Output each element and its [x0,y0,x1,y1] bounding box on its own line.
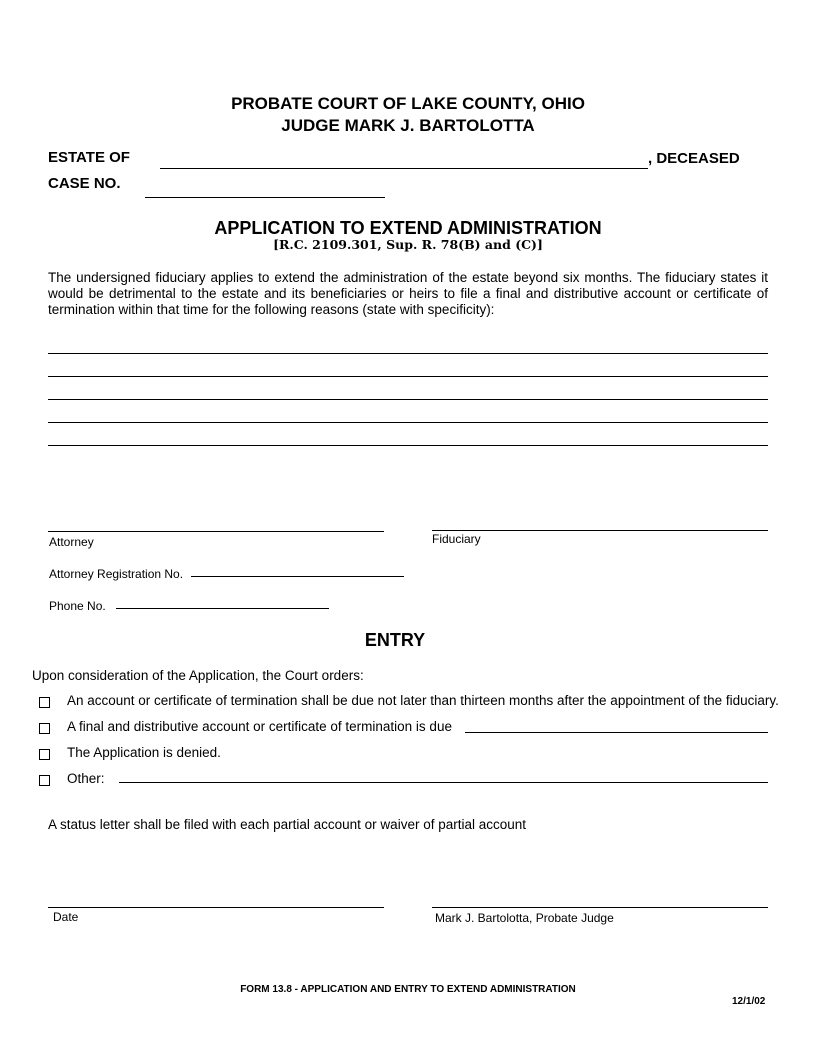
judge-signature-line[interactable] [432,907,768,908]
other-order-field[interactable] [119,782,768,783]
registration-label: Attorney Registration No. [49,567,184,581]
option-denied-label: The Application is denied. [67,745,221,760]
phone-label: Phone No. [49,599,106,613]
fiduciary-label: Fiduciary [432,532,481,546]
option-thirteen-months-label: An account or certificate of termination shall be due not later than thirteen months after the appointment of the fiduciary. [67,693,779,708]
case-no-label: CASE NO. [48,175,121,192]
entry-heading: ENTRY [364,630,426,650]
registration-number-field[interactable] [191,576,404,577]
case-number-field[interactable] [145,197,385,198]
judge-name: JUDGE MARK J. BARTOLOTTA [281,116,535,135]
reasons-line[interactable] [48,445,768,446]
form-footer: FORM 13.8 - APPLICATION AND ENTRY TO EXTEND ADMINISTRATION [240,984,576,995]
estate-name-field[interactable] [160,168,648,169]
deceased-label: , DECEASED [648,150,740,167]
attorney-label: Attorney [49,535,94,549]
final-account-due-date-field[interactable] [465,732,768,733]
reasons-line[interactable] [48,422,768,423]
estate-of-label: ESTATE OF [48,149,130,166]
date-line[interactable] [48,907,384,908]
option-other-label: Other: [67,771,105,786]
reasons-line[interactable] [48,353,768,354]
statute-citation: [R.C. 2109.301, Sup. R. 78(B) and (C)] [273,237,543,252]
option-other-checkbox[interactable] [39,775,50,786]
status-letter-note: A status letter shall be filed with each partial account or waiver of partial account [48,817,527,832]
revision-date: 12/1/02 [732,996,766,1007]
option-final-account-label: A final and distributive account or certificate of termination is due [67,719,452,734]
application-statement: The undersigned fiduciary applies to extend the administration of the estate beyond six months. The fiduciary states it would be detrimental to the estate and its beneficiaries or heirs to file a final and distributive account or certificate of termination within that time for the following reasons (state with specificity): [48,270,768,317]
judge-signature-label: Mark J. Bartolotta, Probate Judge [435,911,614,925]
option-thirteen-months-checkbox[interactable] [39,697,50,708]
date-label: Date [53,910,79,924]
fiduciary-signature-line[interactable] [432,530,768,531]
phone-number-field[interactable] [116,608,329,609]
court-name: PROBATE COURT OF LAKE COUNTY, OHIO [231,94,585,113]
entry-intro: Upon consideration of the Application, the Court orders: [32,668,364,683]
form-title: APPLICATION TO EXTEND ADMINISTRATION [214,218,602,238]
attorney-signature-line[interactable] [48,531,384,532]
option-final-account-checkbox[interactable] [39,723,50,734]
reasons-line[interactable] [48,399,768,400]
reasons-line[interactable] [48,376,768,377]
option-denied-checkbox[interactable] [39,749,50,760]
